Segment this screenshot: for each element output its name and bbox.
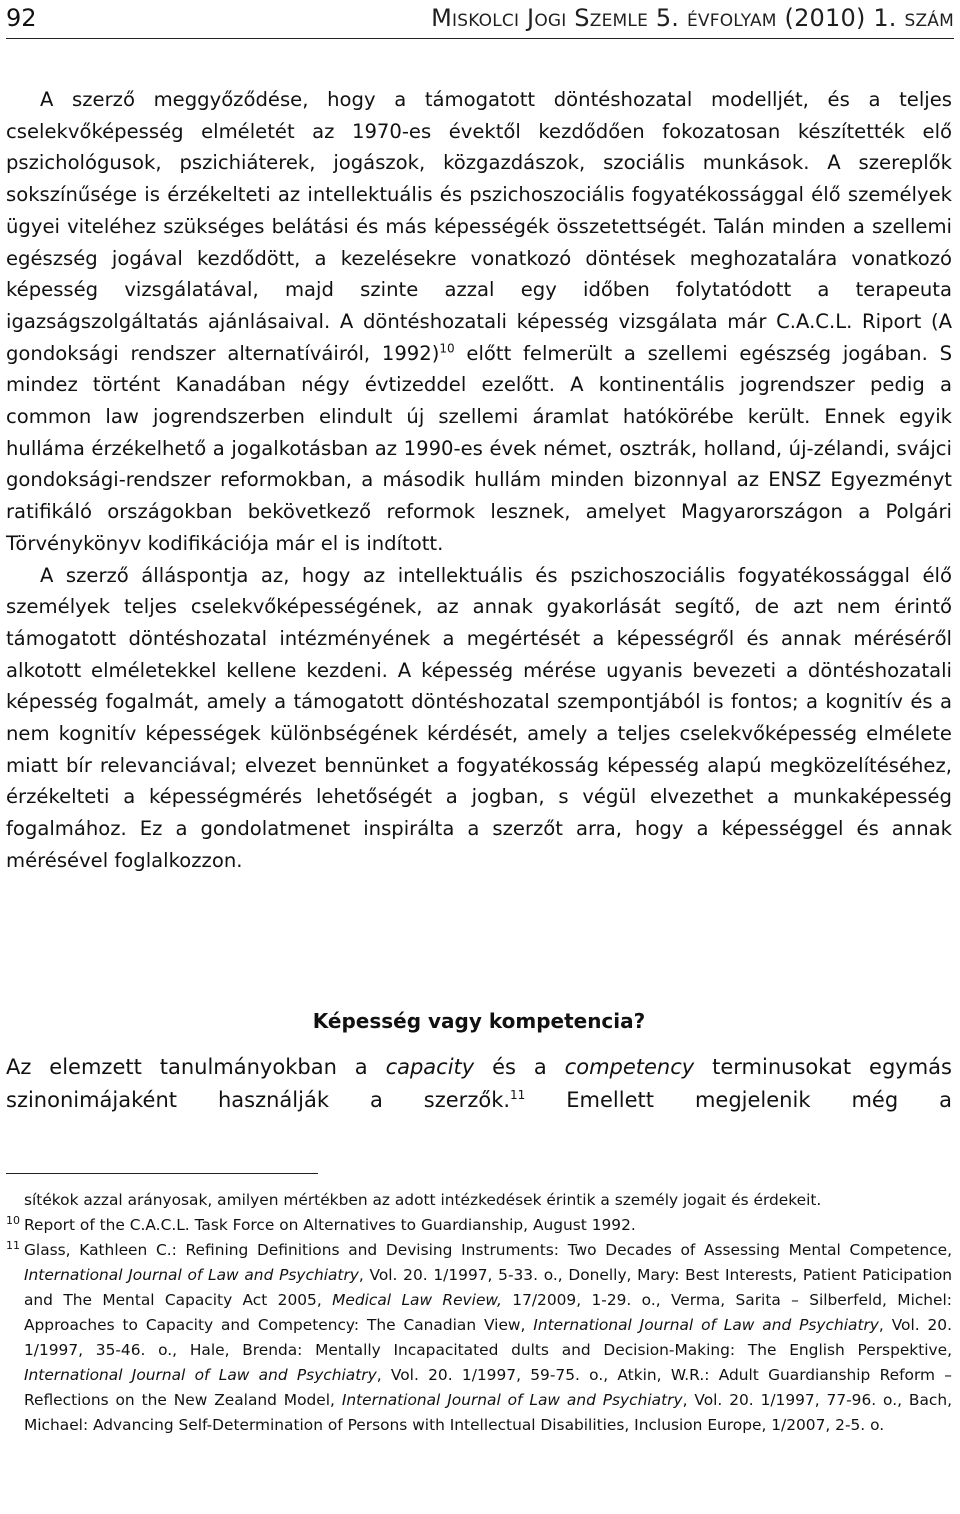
journal-title: International Journal of Law and Psychiatry [24,1266,359,1284]
main-text [6,84,952,877]
paragraph-1-text-a: A szerző meggyőződése, hogy a támogatott döntéshozatal modelljét, és a teljes cselekvőképesség elméletét az 1970-es évektől kezdődően fokozatosan készítették elő pszichológusok, pszichiáterek, jogászok, közgazdászok, szociális munkások. A szereplők sokszínűsége is érzékelteti az intellektuális és pszichoszociális fogyatékossággal élő személyek ügyei viteléhez szükséges belátási és más képességék összetettségét. Talán minden a szellemi egészség jogával kezdődött, a kezelésekre vonatkozó döntések meghozatalára vonatkozó képesség vizsgálatával, majd szinte azzal egy időben folytatódott a terapeuta igazságszolgáltatás ajánlásaival. A döntéshozatali képesség vizsgálata már C.A.C.L. Riport (A gondoksági rendszer alternatíváiról, 1992) [6,88,952,365]
footnote-10: 10 Report of the C.A.C.L. Task Force on Alternatives to Guardianship, August 1992. [6,1213,636,1234]
journal-title: International Journal of Law and Psychiatry [533,1316,879,1334]
footnote-11-text-e: 17/2009, 1-29. o., Verma, Sarita – Silberfeld, Michel: Approaches to Capacity and Competency: The Canadian View, [24,1291,952,1334]
journal-title: International Journal of Law and Psychiatry [341,1391,683,1409]
section-text [6,1051,952,1117]
paragraph-2: A szerző álláspontja az, hogy az intellektuális és pszichoszociális fogyatékossággal élő személyek teljes cselekvőképességének, az annak gyakorlását segítő, de azt nem érintő támogatott döntéshozatal intézményének a megértését a képességről és annak méréséről alkotott elméletekkel kellene kezdeni. A képesség mérése ugyanis bevezeti a döntéshozatali képesség fogalmát, amely a támogatott döntéshozatal szempontjából is fontos; a kognitív és a nem kognitív képességek különbségének kérdését, amely a teljes cselekvőképesség elmélete miatt bír relevanciával; elvezet bennünket a fogyatékosság képesség alapú megközelítéséhez, érzékelteti a képességmérés lehetőségét a jogban, s végül elvezethet a munkaképesség fogalmához. Ez a gondolatmenet inspirálta a szerzőt arra, hogy a képességgel és annak mérésével foglalkozzon. [6,563,952,872]
page-header [6,2,954,36]
page-number: 92 [6,4,37,32]
paragraph-3-text-a: Az elemzett tanulmányokban a [6,1055,386,1079]
footnote-ref-10[interactable]: 10 [439,341,455,356]
term-capacity: capacity [385,1055,475,1079]
paragraph-3-text-c: terminusokat egymás szinonimájaként használják a szerzők. [6,1055,952,1112]
running-title: Miskolci Jogi Szemle 5. évfolyam (2010) 1. szám [431,4,954,32]
footnote-11-text-k: , Vol. 20. 1/1997, 77-96. o., Bach, Michael: Advancing Self-Determination of Persons with Intellectual Disabilities, Inclusion Europe, 1/2007, 2-5. o. [24,1391,952,1434]
footnote-continuation: sítékok azzal arányosak, amilyen mértékben az adott intézkedések érintik a személy jogait és érdekeit. [24,1191,822,1209]
journal-title: Medical Law Review, [332,1291,502,1309]
paragraph-3 [6,1051,952,1117]
paragraph-3-text-d: Emellett megjelenik még a [525,1088,952,1112]
footnote-11: 11 Glass, Kathleen C.: Refining Definitions and Devising Instruments: Two Decades of Assessing Mental Competence, International Journal of Law and Psychiatry, Vol. 20. 1/1997, 5-33. o., Donelly, Mary: Best Interests, Patient Paticipation and The Mental Capacity Act 2005, Medical Law Review, 17/2009, 1-29. o., Verma, Sarita – Silberfeld, Michel: Approaches to Capacity and Competency: The Canadian View, International Journal of Law and Psychiatry, Vol. 20. 1/1997, 35-46. o., Hale, Brenda: Mentally Incapacitated dults and Decision-Making: The English Perspektive, International Journal of Law and Psychiatry, Vol. 20. 1/1997, 59-75. o., Atkin, W.R.: Adult Guardianship Reform – Reflections on the New Zealand Model, International Journal of Law and Psychiatry, Vol. 20. 1/1997, 77-96. o., Bach, Michael: Advancing Self-Determination of Persons with Intellectual Disabilities, Inclusion Europe, 1/2007, 2-5. o. [6,1238,952,1434]
section-heading: Képesség vagy kompetencia? [312,1009,646,1033]
paragraph-1 [6,84,952,560]
journal-title: International Journal of Law and Psychiatry [24,1366,377,1384]
footnote-11-text-i: , Vol. 20. 1/1997, 59-75. o., Atkin, W.R.: Adult Guardianship Reform – Reflections on the New Zealand Model, [24,1366,952,1409]
footnotes [6,1188,952,1438]
footnote-ref-11[interactable]: 11 [510,1088,526,1102]
footnote-rule [6,1173,318,1174]
footnote-11-text-a: Glass, Kathleen C.: Refining Definitions and Devising Instruments: Two Decades of Assessing Mental Competence, [24,1241,952,1259]
footnote-11-text-g: , Vol. 20. 1/1997, 35-46. o., Hale, Brenda: Mentally Incapacitated dults and Decision-Making: The English Perspektive, [24,1316,952,1359]
term-competency: competency [564,1055,695,1079]
paragraph-1-text-b: előtt felmerült a szellemi egészség jogában. S mindez történt Kanadában négy évtizeddel ezelőtt. A kontinentális jogrendszer pedig a common law jogrendszerben elindult új szellemi áramlat hatókörébe került. Ennek egyik hulláma érzékelhető a jogalkotásban az 1990-es évek német, osztrák, holland, új-zélandi, svájci gondoksági-rendszer reformokban, a második hullám minden bizonnyal az ENSZ Egyezményt ratifikáló országokban bekövetkező reformok lesznek, amelyet Magyarországon a Polgári Törvénykönyv kodifikációja már el is indított. [6,341,953,555]
paragraph-3-text-b: és a [474,1055,565,1079]
footnote-11-text-c: , Vol. 20. 1/1997, 5-33. o., Donelly, Mary: Best Interests, Patient Paticipation and The Mental Capacity Act 2005, [24,1266,952,1309]
footnote-10-text: Report of the C.A.C.L. Task Force on Alternatives to Guardianship, August 1992. [24,1216,636,1234]
header-rule [6,38,954,39]
